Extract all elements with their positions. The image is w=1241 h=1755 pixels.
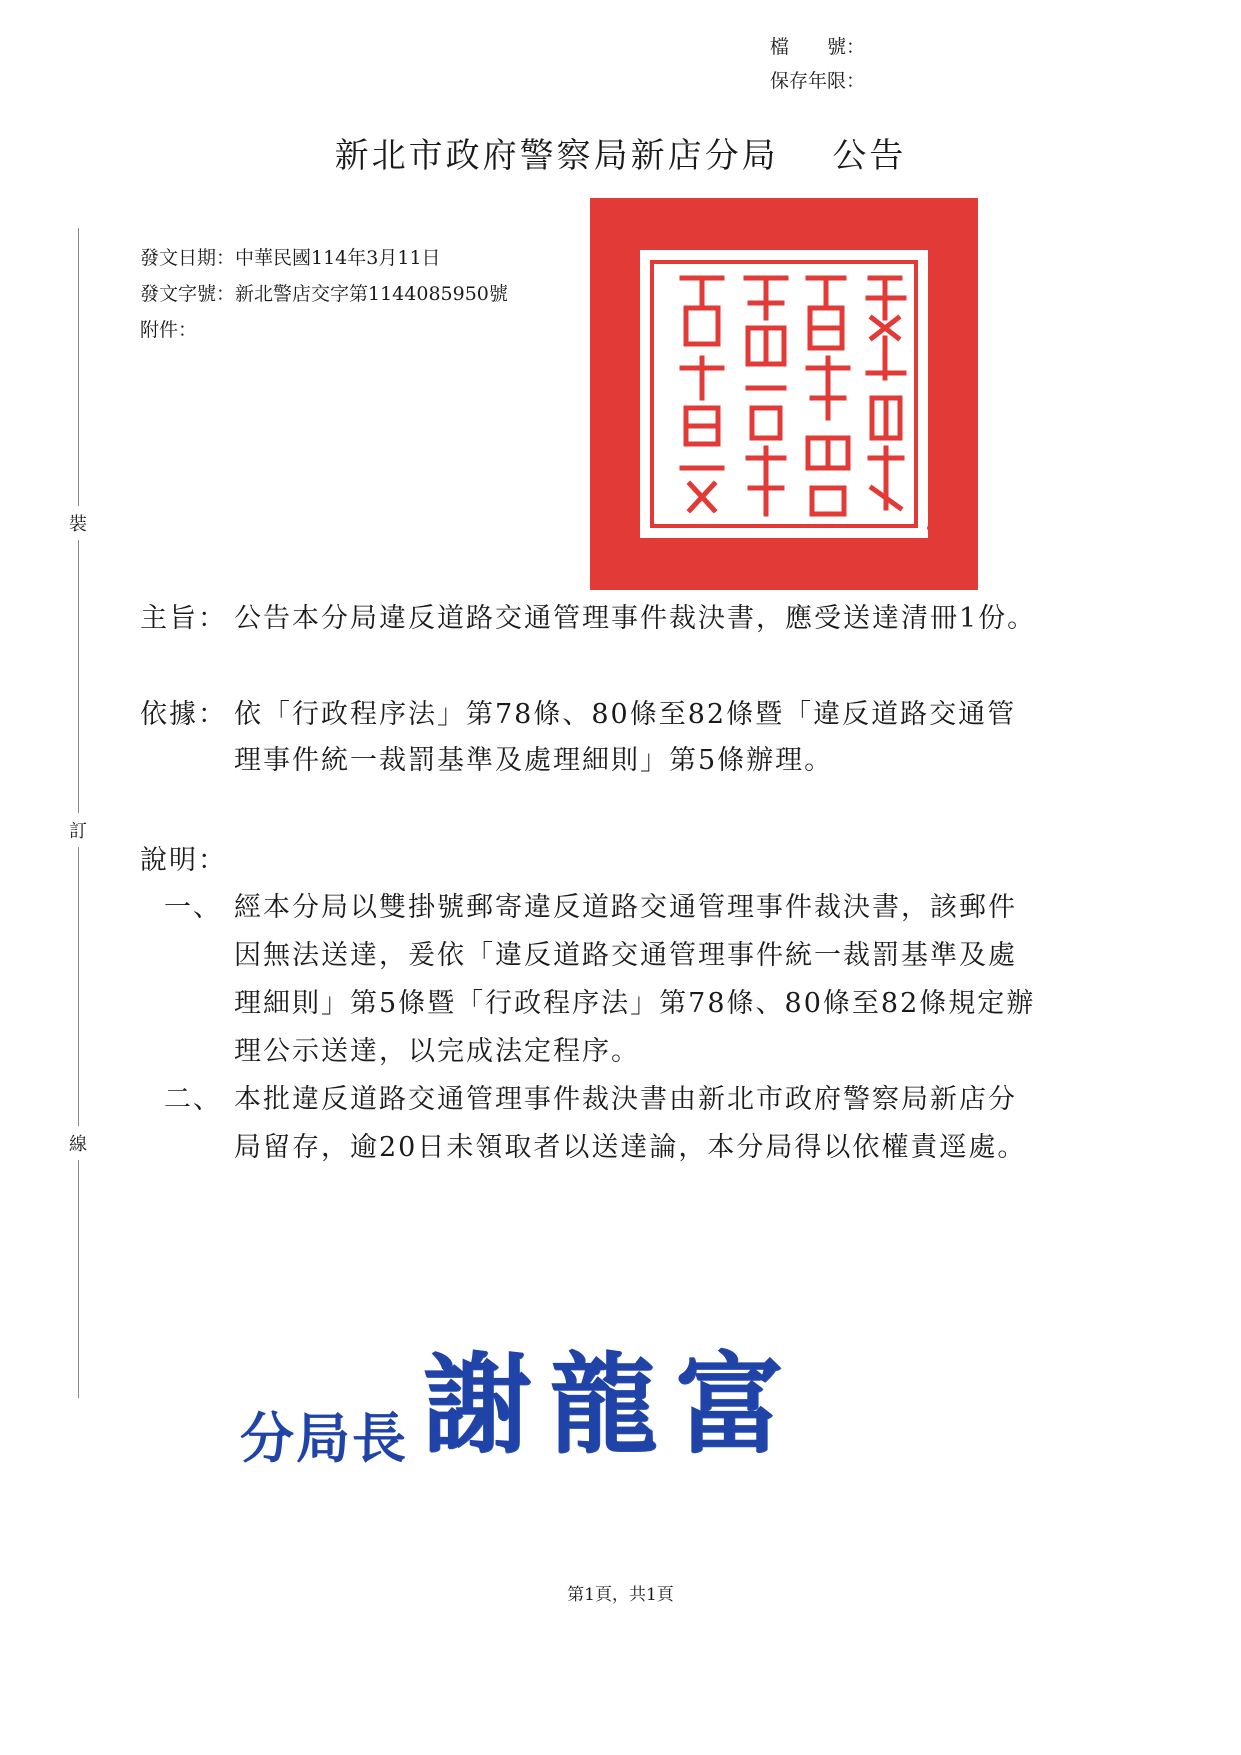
explanation-section xyxy=(140,838,1040,884)
retention-label: 保存年限： xyxy=(770,70,866,92)
signature-name: 謝龍富 xyxy=(423,1342,802,1468)
list-item xyxy=(140,884,1040,1076)
basis-label: 依據： xyxy=(140,699,227,730)
item-text: 本批違反道路交通管理事件裁決書由新北市政府警察局新店分局留存，逾20日未領取者以送達論，本分局得以依權責逕處。 xyxy=(234,1084,1027,1163)
explanation-label: 說明： xyxy=(140,845,227,876)
official-seal xyxy=(590,198,978,590)
subject-text: 公告本分局違反道路交通管理事件裁決書，應受送達清冊1份。 xyxy=(234,603,1037,634)
subject-label: 主旨： xyxy=(140,603,227,634)
binding-mark-ding: 訂 xyxy=(69,813,87,847)
explanation-items xyxy=(140,884,1040,1172)
issue-number: 發文字號：新北警店交字第1144085950號 xyxy=(140,283,508,305)
binding-mark-zhuang: 裝 xyxy=(69,506,87,540)
file-number-label: 檔 號： xyxy=(770,36,866,58)
signature-stamp xyxy=(240,1318,801,1473)
subject-section xyxy=(140,596,1040,642)
signature-role: 分局長 xyxy=(240,1406,408,1470)
title-organization: 新北市政府警察局新店分局 xyxy=(334,136,779,176)
list-item xyxy=(140,1076,1040,1172)
basis-section xyxy=(140,692,1040,784)
file-info xyxy=(770,30,865,98)
attachment: 附件： xyxy=(140,319,198,341)
item-number: 二、 xyxy=(164,1084,222,1115)
binding-mark-xian: 線 xyxy=(69,1126,87,1160)
page-number: 第1頁，共1頁 xyxy=(567,1585,674,1605)
issue-date: 發文日期：中華民國114年3月11日 xyxy=(140,247,441,269)
title-doc-type: 公告 xyxy=(832,136,907,176)
item-number: 一、 xyxy=(164,892,222,923)
page-title xyxy=(0,128,1241,177)
document-meta xyxy=(140,240,508,348)
basis-text: 依「行政程序法」第78條、80條至82條暨「違反道路交通管理事件統一裁罰基準及處理細則」第5條辦理。 xyxy=(234,699,1017,776)
item-text: 經本分局以雙掛號郵寄違反道路交通管理事件裁決書，該郵件因無法送達，爰依「違反道路交通管理事件統一裁罰基準及處理細則」第5條暨「行政程序法」第78條、80條至82條規定辦理公示送達，以完成法定程序。 xyxy=(234,892,1036,1067)
